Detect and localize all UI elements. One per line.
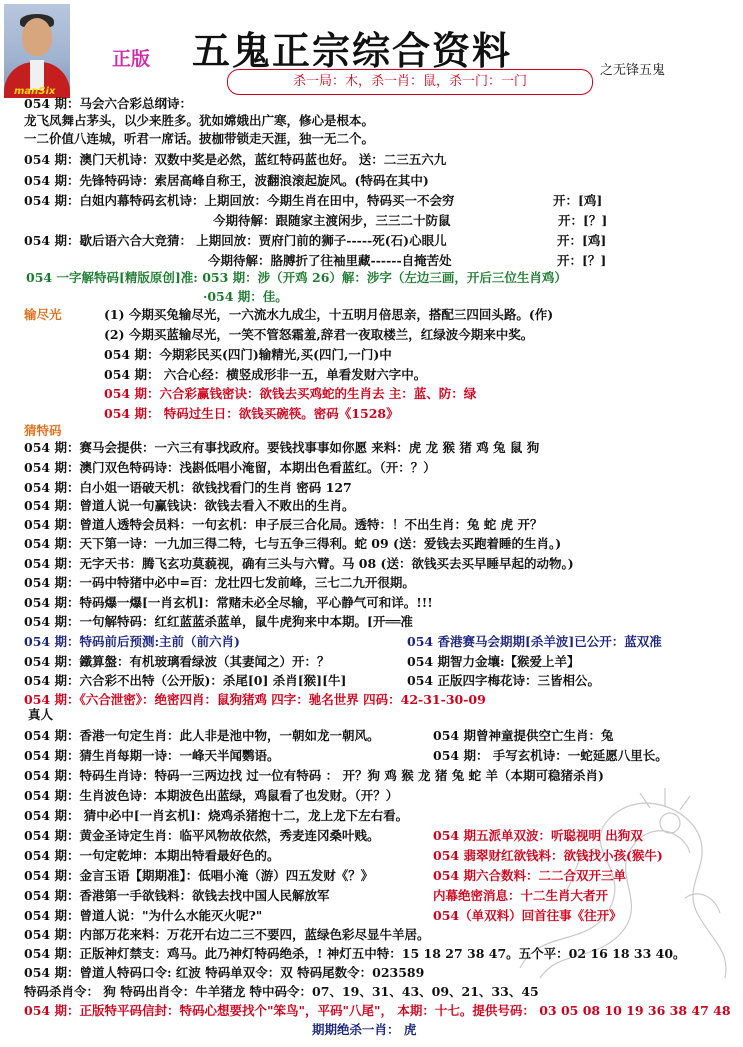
avatar (4, 4, 70, 98)
text-line: 054 期六合数料：二二合双开三单 (433, 868, 626, 883)
text-line: 054 期：歇后语六合大竞猜： 上期回放：贾府门前的狮子-----死(石)心眼儿 (24, 233, 447, 248)
text-line: 一二价值八连城，听君一席话。披枷带锁走天涯，独一无二个。 (24, 131, 375, 146)
text-line: 054 期五派单双波：听聪视明 出狗双 (433, 828, 643, 843)
text-line: 054 期：曾道人说一句赢钱诀：欲钱去看入不败出的生肖。 (24, 498, 355, 513)
text-line: 今期待解：胳膊折了往袖里藏------自掩苦处 (208, 253, 452, 268)
text-line: 054 一字解特码[精版原创]准: 053 期：涉（开鸡 26）解：涉字（左边三画，开后三位生肖鸡） (26, 270, 567, 285)
text-line: 054 期：生肖波色诗：本期波色出蓝绿，鸡鼠看了也发财。（开？） (24, 788, 399, 803)
text-line: (2) 今期买蓝输尽光，一笑不管怒霜羞,辞君一夜取楼兰，红绿波今期来中奖。 (104, 327, 534, 342)
text-line: 054 期：一码中特猪中必中=百：龙壮四七发前峰，三七二九开很期。 (24, 575, 415, 590)
text-line: 054 期：香港第一手欲钱料：欲钱去找中国人民解放军 (24, 888, 330, 903)
page-title: 五鬼正宗综合资料 (192, 28, 513, 73)
text-line: 054 正版四字梅花诗：三皆相公。 (407, 673, 600, 688)
text-line: 054 期：特码前后预测:主前（前六肖) (24, 634, 240, 649)
text-line: 054 期：一句定乾坤：本期出特看最好色的。 (24, 848, 280, 863)
text-line: 今期待解：跟随家主渡闲步，三三二十防鼠 (213, 213, 451, 228)
text-line: 054 期：澳门双色特码诗：浅斟低唱小淹留，本期出色看蓝红。（开：？） (24, 460, 436, 475)
text-line: 054 期：六合彩赢钱密诀：欲钱去买鸡蛇的生肖去 主：蓝、防：绿 (104, 386, 477, 401)
text-line: 真人 (28, 707, 54, 722)
text-line: 054（单双料）回首往事《往开》 (433, 908, 622, 923)
text-line: 054 期：白姐内幕特码玄机诗：上期回放：今期生肖在田中，特码买一不会穷 (24, 193, 455, 208)
text-line: 054 期：鐵算盤：有机玻璃看绿波（其妻闻之）开：？ (24, 654, 330, 669)
text-line: 开：[鸡] (553, 193, 603, 208)
text-line: 054 期：白小姐一语破天机：欲钱找看门的生肖 密码 127 (24, 480, 352, 495)
text-line: 054 期智力金壤:【猴爱上羊】 (407, 654, 580, 669)
text-line: 054 期： 手写玄机诗：一蛇延愿八里长。 (433, 748, 668, 763)
text-line: 期期绝杀一肖： 虎 (312, 1022, 417, 1037)
text-line: 054 翡翠财红欲钱料：欲钱找小孩(猴牛) (433, 848, 663, 863)
text-line: 054 期：特码爆一爆[一肖玄机]：常赌未必全尽输，平心静气可和详。!!! (24, 595, 433, 610)
text-line: 054 期：特码生肖诗：特码一三两边找 过一位有特码 ： 开？狗 鸡 猴 龙 猪 兔 蛇 羊（本期可稳猪杀肖) (24, 768, 604, 783)
text-line: 054 期：无字天书：腾飞玄功莫藐视，确有三头与六臂。马 08 (送：欲钱买去买早睡早起的动物。) (24, 556, 574, 571)
subtitle-banner: 杀一局：木，杀一肖：鼠，杀一门：一门 (227, 69, 593, 95)
text-line: 054 期：先锋特码诗：索居高峰自称王，波翻浪滚起旋风。(特码在其中) (24, 173, 429, 188)
text-line: 内幕绝密消息：十二生肖大者开 (433, 888, 609, 903)
text-line: 输尽光 (24, 307, 62, 322)
avatar-tag: manSix (14, 86, 56, 97)
text-line: ·054 期：佳。 (203, 289, 288, 304)
text-line: 054 期：曾道人透特会员料：一句玄机：申子辰三合化局。透特：！不出生肖：兔 蛇 虎 开？ (24, 517, 543, 532)
text-line: 054 期：六合彩不出特（公开版)：杀尾[0] 杀肖[猴][牛] (24, 673, 347, 688)
text-line: 054 期：内部万花来料：万花开右边二三不要四，蓝绿色彩尽显牛羊居。 (24, 927, 430, 942)
text-line: 开：[？] (557, 253, 607, 268)
text-line: 特码杀肖令： 狗 特码出肖令：牛羊猪龙 特中码令：07、19、31、43、09、21、33、45 (24, 984, 539, 999)
avatar-face (22, 18, 52, 56)
text-line: 054 期：马会六合彩总纲诗： (24, 96, 192, 111)
text-line: 054 期：天下第一诗：一九加三得二特，七与五争三得利。蛇 09 (送：爱钱去买跑着睡的生肖。) (24, 536, 562, 551)
text-line: 054 期：曾道人说："为什么水能灭火呢?" (24, 908, 263, 923)
text-line: 054 期： 六合心经：横竖成形非一五，单看发财六字中。 (104, 367, 427, 382)
text-line: 054 期：正版特平码信封：特码心想要找个"笨鸟"，平码"八尾"， 本期：十七。提供号码： 03 05 08 10 19 36 38 47 48 (24, 1003, 731, 1018)
text-line: 054 期：黄金圣诗定生肖：临平风物故依然，秀麦连冈桑叶贱。 (24, 828, 380, 843)
text-line: 054 期： 猜中必中[一肖玄机]：烧鸡杀猪抱十二，龙上龙下左右看。 (24, 808, 409, 823)
text-line: 开：[？] (558, 213, 608, 228)
text-line: 054 期：曾道人特码口令: 红波 特码单双令：双 特码尾数令：023589 (24, 965, 425, 980)
text-line: 054 期： 特码过生日：欲钱买碗筷。密码《1528》 (104, 406, 399, 421)
text-line: 054 期：今期彩民买(四门)输精光,买(四门,一门)中 (104, 347, 392, 362)
text-line: 龙飞凤舞占茅头，以少来胜多。犹如嫦娥出广寒，修心是根本。 (24, 113, 375, 128)
text-line: 054 期：猜生肖每期一诗：一峰天半闻鹦语。 (24, 748, 280, 763)
text-line: 054 期：香港一句定生肖：此人非是池中物，一朝如龙一朝风。 (24, 728, 380, 743)
text-line: 054 期曾神童提供空亡生肖：兔 (433, 728, 614, 743)
text-line: 054 期：《六合泄密》：绝密四肖：鼠狗猪鸡 四字：驰名世界 四码：42-31-30-09 (24, 692, 486, 707)
text-line: 054 期：一句解特码：红红蓝蓝杀蓝单，鼠牛虎狗来中本期。[开══准 (24, 614, 413, 629)
text-line: 开：[鸡] (557, 233, 607, 248)
text-line: 054 期：正版神灯禁支：鸡马。此乃神灯特码绝杀，! 神灯五中特：15 18 27 38 47。五个平：02 16 18 33 40。 (24, 946, 686, 961)
text-line: 猜特码 (24, 423, 62, 438)
text-line: 054 期：金言玉语【期期准】：低唱小淹（游）四五发财《？》 (24, 868, 374, 883)
text-line: 054 期：澳门天机诗：双数中奖是必然，蓝红特码蓝也好。 送：二三五六九 (24, 152, 447, 167)
text-line: 054 期：赛马会提供：一六三有事找政府。要钱找事事如你愿 来料：虎 龙 猴 猪 鸡 兔 鼠 狗 (24, 440, 540, 455)
edition-label: 正版 (112, 48, 151, 70)
text-line: (1) 今期买兔输尽光，一六流水九成尘，十五明月倍思亲，搭配三四回头路。(作) (104, 307, 554, 322)
author-label: 之无锋五鬼 (600, 63, 666, 78)
text-line: 054 香港赛马会期期[杀羊波]已公开：蓝双准 (407, 634, 662, 649)
